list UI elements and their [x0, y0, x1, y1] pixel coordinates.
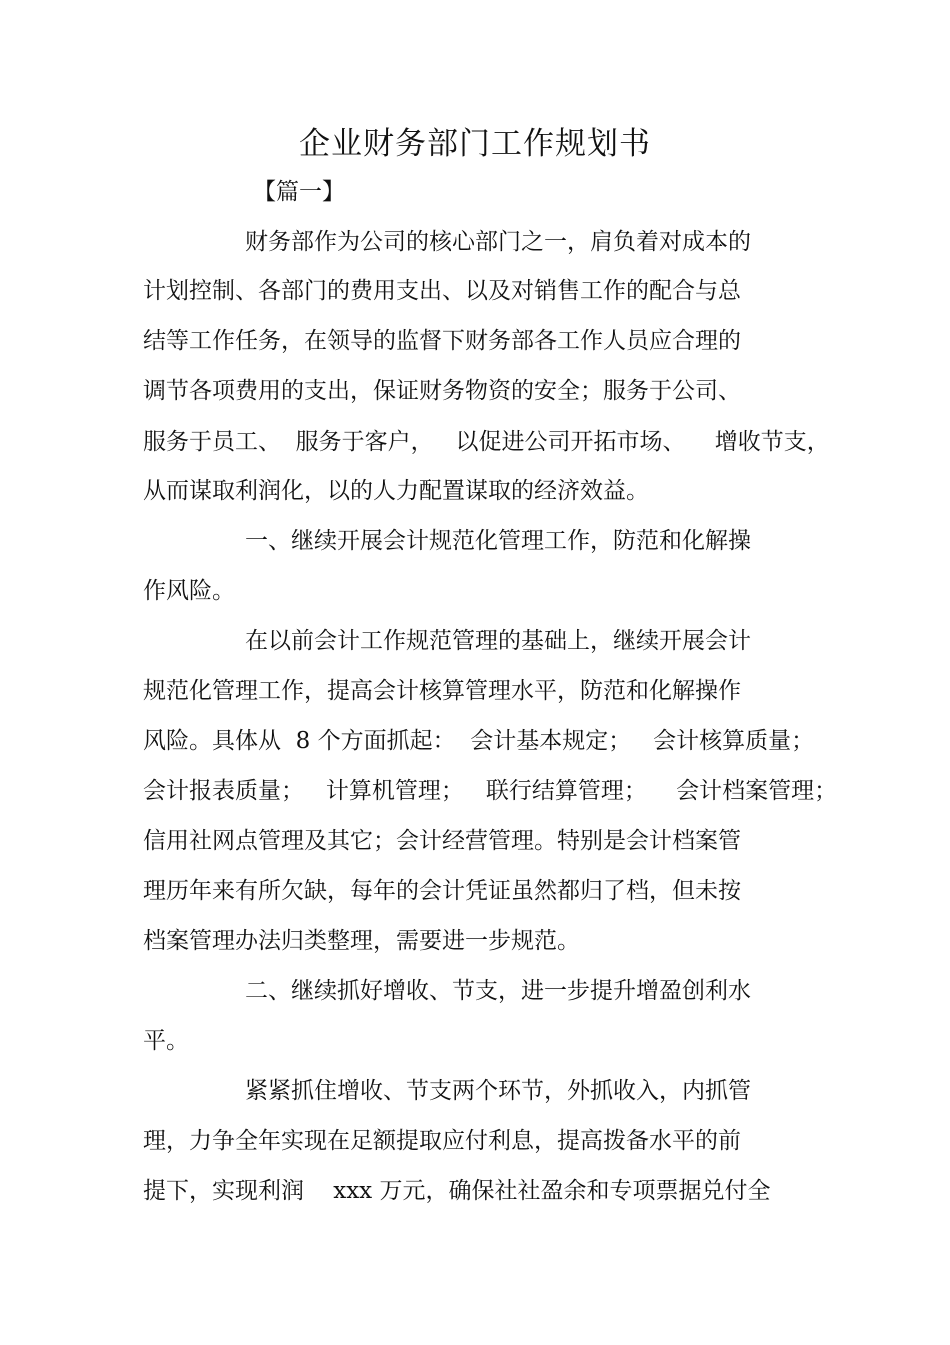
paragraph-line: 服务于员工、 服务于客户， 以促进公司开拓市场、 增收节支， [143, 429, 830, 455]
paragraph-line: 会计报表质量； 计算机管理； 联行结算管理； 会计档案管理； [143, 778, 838, 804]
paragraph-line: 信用社网点管理及其它；会计经营管理。特别是会计档案管 [143, 828, 741, 854]
paragraph-line: 理，力争全年实现在足额提取应付利息，提高拨备水平的前 [143, 1128, 741, 1154]
paragraph-line: 理历年来有所欠缺，每年的会计凭证虽然都归了档，但未按 [143, 878, 741, 904]
paragraph-line: 风险。具体从 8 个方面抓起： 会计基本规定； 会计核算质量； [143, 728, 815, 754]
paragraph-line: 紧紧抓住增收、节支两个环节，外抓收入，内抓管 [245, 1078, 751, 1104]
paragraph-line: 从而谋取利润化，以的人力配置谋取的经济效益。 [143, 478, 649, 504]
paragraph-line: 结等工作任务，在领导的监督下财务部各工作人员应合理的 [143, 328, 741, 354]
paragraph-line: 提下，实现利润 xxx 万元，确保社社盈余和专项票据兑付全 [143, 1178, 771, 1204]
paragraph-line: 计划控制、各部门的费用支出、以及对销售工作的配合与总 [143, 278, 741, 304]
paragraph-line: 调节各项费用的支出，保证财务物资的安全；服务于公司、 [143, 378, 741, 404]
paragraph-line: 规范化管理工作，提高会计核算管理水平，防范和化解操作 [143, 678, 741, 704]
document-title: 企业财务部门工作规划书 [299, 126, 651, 162]
section-heading-line: 作风险。 [143, 578, 235, 604]
paragraph-line: 在以前会计工作规范管理的基础上，继续开展会计 [245, 628, 751, 654]
paragraph-line: 档案管理办法归类整理，需要进一步规范。 [143, 928, 580, 954]
section-heading-line: 平。 [143, 1028, 189, 1054]
paragraph-line: 财务部作为公司的核心部门之一，肩负着对成本的 [245, 229, 751, 255]
section-heading-line: 二、继续抓好增收、节支，进一步提升增盈创利水 [245, 978, 751, 1004]
section-label: 【篇一】 [253, 179, 345, 205]
section-heading-line: 一、继续开展会计规范化管理工作，防范和化解操 [245, 528, 751, 554]
